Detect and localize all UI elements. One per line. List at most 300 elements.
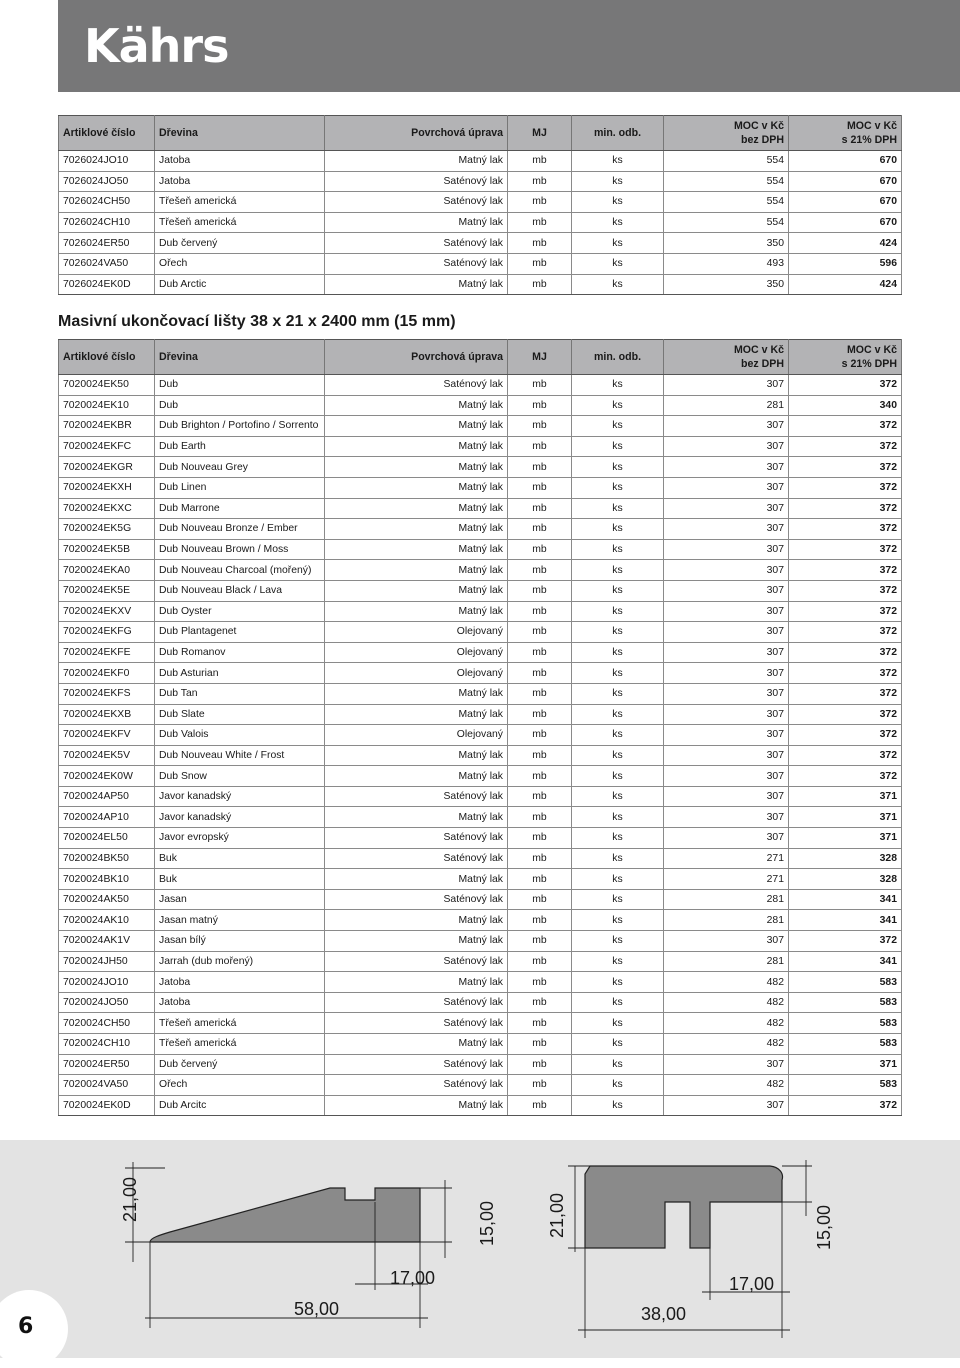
col-min-order: min. odb. [572,116,664,151]
cell-price-inc-vat: 328 [789,869,902,890]
cell-finish: Matný lak [325,683,508,704]
cell-min-order: ks [572,498,664,519]
cell-min-order: ks [572,663,664,684]
cell-min-order: ks [572,212,664,233]
cell-article: 7026024JO10 [59,151,155,172]
table-row [59,436,902,457]
cell-article: 7020024AP50 [59,786,155,807]
cell-finish: Saténový lak [325,889,508,910]
cell-price-inc-vat: 328 [789,848,902,869]
cell-finish: Matný lak [325,766,508,787]
cell-article: 7026024CH50 [59,192,155,213]
cell-price-inc-vat: 670 [789,171,902,192]
cell-finish: Matný lak [325,910,508,931]
cell-article: 7020024BK50 [59,848,155,869]
cell-min-order: ks [572,253,664,274]
cell-price-ex-vat: 307 [664,477,789,498]
cell-wood: Jarrah (dub mořený) [155,951,325,972]
cell-price-ex-vat: 307 [664,519,789,540]
cell-wood: Dub Marrone [155,498,325,519]
col-price-inc-line1: MOC v Kč [846,344,897,356]
cell-price-ex-vat: 554 [664,171,789,192]
table-header-row [59,116,902,151]
cell-unit: mb [508,951,572,972]
cell-unit: mb [508,171,572,192]
cell-wood: Dub Earth [155,436,325,457]
table-row [59,663,902,684]
cell-finish: Saténový lak [325,786,508,807]
cell-min-order: ks [572,519,664,540]
cell-min-order: ks [572,910,664,931]
cell-unit: mb [508,828,572,849]
col-price-inc-line1: MOC v Kč [846,120,897,132]
cell-price-ex-vat: 307 [664,725,789,746]
cell-wood: Ořech [155,253,325,274]
cell-price-inc-vat: 372 [789,601,902,622]
cell-min-order: ks [572,725,664,746]
cell-price-inc-vat: 372 [789,498,902,519]
cell-article: 7026024VA50 [59,253,155,274]
col-finish: Povrchová úprava [325,116,508,151]
cell-unit: mb [508,622,572,643]
cell-wood: Třešeň americká [155,1034,325,1055]
cell-wood: Dub červený [155,1054,325,1075]
cell-unit: mb [508,972,572,993]
cell-price-ex-vat: 307 [664,807,789,828]
cell-finish: Olejovaný [325,725,508,746]
table-row [59,1034,902,1055]
cell-price-inc-vat: 372 [789,725,902,746]
col-wood: Dřevina [155,116,325,151]
cell-article: 7026024EK0D [59,274,155,295]
cell-finish: Saténový lak [325,1054,508,1075]
cell-finish: Matný lak [325,274,508,295]
cell-price-ex-vat: 307 [664,498,789,519]
table-row [59,192,902,213]
cell-finish: Matný lak [325,931,508,952]
cell-finish: Matný lak [325,1034,508,1055]
cell-article: 7020024CH10 [59,1034,155,1055]
profile-2-step-height-label: 15,00 [814,1204,834,1250]
cell-wood: Dub Oyster [155,601,325,622]
cell-price-inc-vat: 372 [789,416,902,437]
table-row [59,992,902,1013]
table-row [59,253,902,274]
cell-article: 7020024EKFS [59,683,155,704]
cell-unit: mb [508,375,572,396]
cell-min-order: ks [572,560,664,581]
cell-unit: mb [508,766,572,787]
cell-price-inc-vat: 372 [789,931,902,952]
col-price-ex-vat [664,340,789,375]
cell-finish: Saténový lak [325,848,508,869]
cell-wood: Dub Nouveau Grey [155,457,325,478]
cell-min-order: ks [572,931,664,952]
cell-wood: Dub Arctic [155,274,325,295]
cell-wood: Dub Romanov [155,642,325,663]
cell-min-order: ks [572,395,664,416]
cell-price-ex-vat: 307 [664,745,789,766]
profile-1-step-height-label: 15,00 [477,1200,497,1246]
cell-finish: Matný lak [325,519,508,540]
cell-min-order: ks [572,375,664,396]
cell-article: 7026024CH10 [59,212,155,233]
cell-unit: mb [508,683,572,704]
cell-wood: Dub Plantagenet [155,622,325,643]
table-row [59,1095,902,1116]
cell-price-ex-vat: 307 [664,539,789,560]
cell-unit: mb [508,253,572,274]
cell-wood: Dub Snow [155,766,325,787]
cell-min-order: ks [572,477,664,498]
cell-article: 7020024EK0D [59,1095,155,1116]
cell-article: 7020024AK10 [59,910,155,931]
cell-price-inc-vat: 372 [789,580,902,601]
table-row [59,233,902,254]
profile-2-height-label: 21,00 [547,1192,567,1238]
cell-wood: Třešeň americká [155,212,325,233]
table-row [59,416,902,437]
cell-price-ex-vat: 307 [664,1054,789,1075]
cell-min-order: ks [572,457,664,478]
cell-min-order: ks [572,416,664,437]
table-row [59,786,902,807]
cell-article: 7020024EKXH [59,477,155,498]
cell-price-ex-vat: 554 [664,212,789,233]
col-price-inc-vat [789,116,902,151]
profile-drawing-2 [585,1166,783,1248]
cell-unit: mb [508,992,572,1013]
cell-price-ex-vat: 307 [664,683,789,704]
cell-wood: Dub [155,375,325,396]
cell-min-order: ks [572,745,664,766]
table-row [59,519,902,540]
cell-price-inc-vat: 372 [789,766,902,787]
table-row [59,704,902,725]
cell-price-inc-vat: 670 [789,151,902,172]
cell-finish: Matný lak [325,416,508,437]
cell-price-inc-vat: 372 [789,663,902,684]
cell-finish: Matný lak [325,807,508,828]
table-row [59,951,902,972]
cell-unit: mb [508,725,572,746]
cell-unit: mb [508,416,572,437]
table-row [59,622,902,643]
col-price-ex-line2: bez DPH [741,134,784,146]
cell-article: 7020024EK10 [59,395,155,416]
cell-finish: Matný lak [325,601,508,622]
table-row [59,539,902,560]
table-header-row [59,340,902,375]
cell-wood: Jatoba [155,992,325,1013]
profile-1-step-width-label: 17,00 [390,1268,436,1288]
col-finish: Povrchová úprava [325,340,508,375]
cell-finish: Matný lak [325,580,508,601]
cell-min-order: ks [572,580,664,601]
table-row [59,395,902,416]
cell-article: 7020024EK5B [59,539,155,560]
cell-wood: Jatoba [155,151,325,172]
cell-finish: Matný lak [325,972,508,993]
cell-finish: Matný lak [325,560,508,581]
cell-wood: Jasan matný [155,910,325,931]
table-row [59,580,902,601]
cell-min-order: ks [572,151,664,172]
cell-finish: Matný lak [325,704,508,725]
profile-drawings [0,1140,960,1358]
cell-wood: Jatoba [155,171,325,192]
cell-unit: mb [508,395,572,416]
table-row [59,477,902,498]
cell-min-order: ks [572,807,664,828]
cell-min-order: ks [572,436,664,457]
cell-unit: mb [508,1034,572,1055]
cell-price-inc-vat: 371 [789,1054,902,1075]
cell-article: 7020024EK5G [59,519,155,540]
cell-price-inc-vat: 670 [789,212,902,233]
cell-price-inc-vat: 341 [789,951,902,972]
cell-finish: Matný lak [325,498,508,519]
cell-article: 7020024EKFV [59,725,155,746]
cell-wood: Dub Linen [155,477,325,498]
cell-article: 7020024AK50 [59,889,155,910]
cell-wood: Javor evropský [155,828,325,849]
cell-min-order: ks [572,601,664,622]
cell-price-inc-vat: 583 [789,972,902,993]
cell-price-ex-vat: 482 [664,1013,789,1034]
cell-wood: Javor kanadský [155,786,325,807]
cell-price-ex-vat: 307 [664,642,789,663]
section-title: Masivní ukončovací lišty 38 x 21 x 2400 mm (15 mm) [58,313,456,330]
table-row [59,1054,902,1075]
cell-price-ex-vat: 281 [664,889,789,910]
cell-article: 7026024ER50 [59,233,155,254]
cell-price-ex-vat: 482 [664,992,789,1013]
cell-unit: mb [508,560,572,581]
cell-wood: Dub Arcitc [155,1095,325,1116]
cell-wood: Dub Slate [155,704,325,725]
cell-min-order: ks [572,642,664,663]
cell-min-order: ks [572,1095,664,1116]
cell-unit: mb [508,233,572,254]
cell-price-ex-vat: 554 [664,151,789,172]
table-row [59,848,902,869]
cell-price-ex-vat: 307 [664,704,789,725]
cell-unit: mb [508,477,572,498]
cell-article: 7020024EKFG [59,622,155,643]
cell-wood: Dub Valois [155,725,325,746]
profile-drawing-1 [150,1188,420,1242]
cell-price-inc-vat: 372 [789,704,902,725]
table-1-body [59,151,902,295]
cell-wood: Javor kanadský [155,807,325,828]
table-row [59,1075,902,1096]
cell-finish: Saténový lak [325,192,508,213]
profile-2-width-label: 38,00 [641,1304,687,1324]
cell-finish: Saténový lak [325,1013,508,1034]
cell-price-inc-vat: 583 [789,1034,902,1055]
cell-price-ex-vat: 307 [664,416,789,437]
cell-price-ex-vat: 307 [664,601,789,622]
col-price-inc-line2: s 21% DPH [841,134,897,146]
cell-price-inc-vat: 340 [789,395,902,416]
cell-price-inc-vat: 372 [789,683,902,704]
cell-wood: Dub Nouveau Charcoal (mořený) [155,560,325,581]
cell-article: 7020024EK50 [59,375,155,396]
cell-unit: mb [508,457,572,478]
cell-finish: Matný lak [325,477,508,498]
cell-unit: mb [508,601,572,622]
cell-wood: Dub Nouveau White / Frost [155,745,325,766]
table-row [59,828,902,849]
cell-finish: Matný lak [325,869,508,890]
cell-price-ex-vat: 307 [664,457,789,478]
cell-price-inc-vat: 583 [789,1075,902,1096]
table-row [59,972,902,993]
cell-finish: Matný lak [325,151,508,172]
cell-article: 7020024AP10 [59,807,155,828]
cell-price-inc-vat: 670 [789,192,902,213]
cell-price-inc-vat: 372 [789,457,902,478]
cell-price-inc-vat: 424 [789,274,902,295]
cell-article: 7026024JO50 [59,171,155,192]
cell-finish: Olejovaný [325,642,508,663]
cell-unit: mb [508,151,572,172]
table-row [59,745,902,766]
cell-article: 7020024VA50 [59,1075,155,1096]
cell-price-ex-vat: 307 [664,436,789,457]
cell-price-inc-vat: 372 [789,375,902,396]
cell-unit: mb [508,910,572,931]
cell-finish: Saténový lak [325,951,508,972]
cell-min-order: ks [572,951,664,972]
cell-finish: Olejovaný [325,622,508,643]
cell-price-ex-vat: 281 [664,951,789,972]
cell-price-inc-vat: 371 [789,807,902,828]
cell-min-order: ks [572,1075,664,1096]
cell-wood: Jatoba [155,972,325,993]
cell-wood: Buk [155,848,325,869]
col-article: Artiklové číslo [59,340,155,375]
cell-article: 7020024JO10 [59,972,155,993]
cell-price-inc-vat: 372 [789,745,902,766]
kahrs-logo: Kährs [84,19,229,73]
col-unit: MJ [508,340,572,375]
table-row [59,375,902,396]
cell-price-ex-vat: 350 [664,233,789,254]
table-row [59,869,902,890]
cell-min-order: ks [572,622,664,643]
cell-finish: Saténový lak [325,1075,508,1096]
cell-article: 7020024EK5E [59,580,155,601]
cell-unit: mb [508,519,572,540]
cell-price-inc-vat: 371 [789,786,902,807]
profile-2-shape [585,1166,783,1248]
cell-price-inc-vat: 372 [789,436,902,457]
col-unit: MJ [508,116,572,151]
cell-price-ex-vat: 307 [664,786,789,807]
cell-price-ex-vat: 307 [664,580,789,601]
cell-price-ex-vat: 482 [664,972,789,993]
cell-article: 7020024AK1V [59,931,155,952]
table-row [59,807,902,828]
cell-price-inc-vat: 371 [789,828,902,849]
table-row [59,683,902,704]
cell-finish: Saténový lak [325,375,508,396]
table-row [59,498,902,519]
cell-min-order: ks [572,1054,664,1075]
cell-price-ex-vat: 307 [664,663,789,684]
cell-wood: Třešeň americká [155,192,325,213]
cell-price-ex-vat: 493 [664,253,789,274]
cell-unit: mb [508,642,572,663]
cell-wood: Jasan [155,889,325,910]
cell-wood: Dub červený [155,233,325,254]
cell-unit: mb [508,212,572,233]
cell-finish: Saténový lak [325,828,508,849]
cell-price-inc-vat: 583 [789,1013,902,1034]
cell-wood: Dub Nouveau Black / Lava [155,580,325,601]
profile-1-shape [150,1188,420,1242]
cell-unit: mb [508,539,572,560]
cell-article: 7020024CH50 [59,1013,155,1034]
cell-finish: Matný lak [325,457,508,478]
table-row [59,601,902,622]
cell-price-inc-vat: 424 [789,233,902,254]
cell-min-order: ks [572,539,664,560]
cell-min-order: ks [572,1034,664,1055]
cell-wood: Dub [155,395,325,416]
cell-price-ex-vat: 482 [664,1034,789,1055]
cell-wood: Buk [155,869,325,890]
cell-unit: mb [508,1013,572,1034]
cell-finish: Matný lak [325,436,508,457]
cell-wood: Dub Brighton / Portofino / Sorrento [155,416,325,437]
cell-price-inc-vat: 372 [789,560,902,581]
cell-min-order: ks [572,972,664,993]
table-row [59,910,902,931]
page-number: 6 [18,1314,34,1339]
cell-price-inc-vat: 341 [789,910,902,931]
table-row [59,725,902,746]
cell-wood: Dub Nouveau Brown / Moss [155,539,325,560]
cell-unit: mb [508,807,572,828]
cell-unit: mb [508,436,572,457]
cell-article: 7020024EKA0 [59,560,155,581]
table-row [59,171,902,192]
cell-wood: Třešeň americká [155,1013,325,1034]
cell-article: 7020024BK10 [59,869,155,890]
cell-finish: Olejovaný [325,663,508,684]
col-min-order: min. odb. [572,340,664,375]
cell-price-ex-vat: 271 [664,848,789,869]
col-price-ex-vat [664,116,789,151]
cell-unit: mb [508,889,572,910]
profile-1-dimensions [125,1162,452,1328]
cell-finish: Matný lak [325,539,508,560]
cell-unit: mb [508,869,572,890]
cell-article: 7020024EK5V [59,745,155,766]
cell-unit: mb [508,745,572,766]
cell-unit: mb [508,848,572,869]
cell-min-order: ks [572,848,664,869]
cell-unit: mb [508,1075,572,1096]
table-row [59,766,902,787]
cell-wood: Jasan bílý [155,931,325,952]
cell-min-order: ks [572,889,664,910]
cell-min-order: ks [572,786,664,807]
cell-article: 7020024JH50 [59,951,155,972]
